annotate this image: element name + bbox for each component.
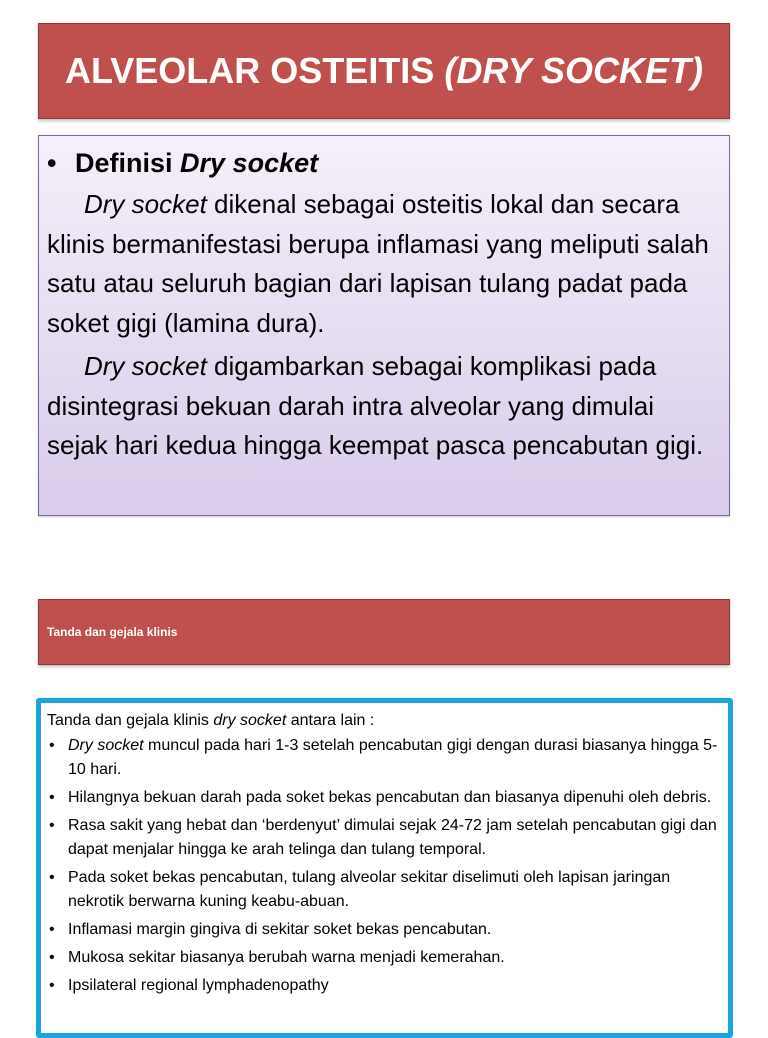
bullet-marker: • [49, 949, 55, 966]
section-title: Tanda dan gejala klinis [47, 625, 178, 639]
list-item [47, 974, 720, 998]
list-item [47, 918, 720, 942]
title-main: ALVEOLAR OSTEITIS [64, 50, 445, 91]
list-item-term: Dry socket [68, 737, 144, 754]
definition-box [38, 135, 730, 516]
definition-text: dikenal sebagai osteitis lokal dan secara klinis bermanifestasi berupa inflamasi yang meliputi salah satu atau seluruh bagian dari lapisan tulang padat pada soket gigi (lamina dura). [47, 189, 709, 338]
definition-heading-prefix: Definisi [75, 148, 181, 178]
title-italic: (DRY SOCKET) [444, 50, 704, 91]
bullet-marker: • [49, 817, 55, 834]
definition-paragraph-1 [47, 185, 721, 343]
signs-intro [47, 710, 720, 732]
definition-heading [47, 144, 721, 182]
bullet-marker: • [49, 921, 55, 938]
definition-text: digambarkan sebagai komplikasi pada disintegrasi bekuan darah intra alveolar yang dimulai sejak hari kedua hingga keempat pasca pencabutan gigi. [47, 351, 704, 460]
signs-box [36, 698, 733, 1038]
list-item-text: Pada soket bekas pencabutan, tulang alveolar sekitar diselimuti oleh lapisan jaringan nekrotik berwarna kuning keabu-abuan. [68, 869, 671, 910]
bullet-marker: • [49, 977, 55, 994]
signs-intro-suffix: antara lain : [286, 712, 375, 729]
list-item-text: Inflamasi margin gingiva di sekitar soket bekas pencabutan. [68, 921, 492, 938]
section-banner [38, 599, 730, 665]
list-item-text: muncul pada hari 1-3 setelah pencabutan gigi dengan durasi biasanya hingga 5-10 hari. [68, 737, 718, 778]
list-item [47, 786, 720, 810]
bullet-marker: • [49, 789, 55, 806]
list-item-text: Hilangnya bekuan darah pada soket bekas pencabutan dan biasanya dipenuhi oleh debris. [68, 789, 712, 806]
bullet-marker: • [49, 737, 55, 754]
slide-title [65, 50, 703, 92]
list-item [47, 734, 720, 782]
title-banner [38, 23, 730, 119]
signs-intro-prefix: Tanda dan gejala klinis [47, 712, 214, 729]
bullet-marker: • [47, 148, 57, 178]
signs-list [47, 734, 720, 998]
list-item-text: Rasa sakit yang hebat dan ‘berdenyut’ dimulai sejak 24-72 jam setelah pencabutan gigi dan dapat menjalar hingga ke arah telinga dan tulang temporal. [68, 817, 717, 858]
bullet-marker: • [49, 869, 55, 886]
list-item-text: Mukosa sekitar biasanya berubah warna menjadi kemerahan. [68, 949, 505, 966]
list-item [47, 814, 720, 862]
definition-paragraph-2 [47, 347, 721, 466]
definition-term: Dry socket [84, 189, 207, 219]
definition-heading-term: Dry socket [180, 148, 319, 178]
list-item [47, 866, 720, 914]
list-item-text: Ipsilateral regional lymphadenopathy [68, 977, 329, 994]
definition-term: Dry socket [84, 351, 207, 381]
signs-intro-term: dry socket [213, 712, 287, 729]
list-item [47, 946, 720, 970]
